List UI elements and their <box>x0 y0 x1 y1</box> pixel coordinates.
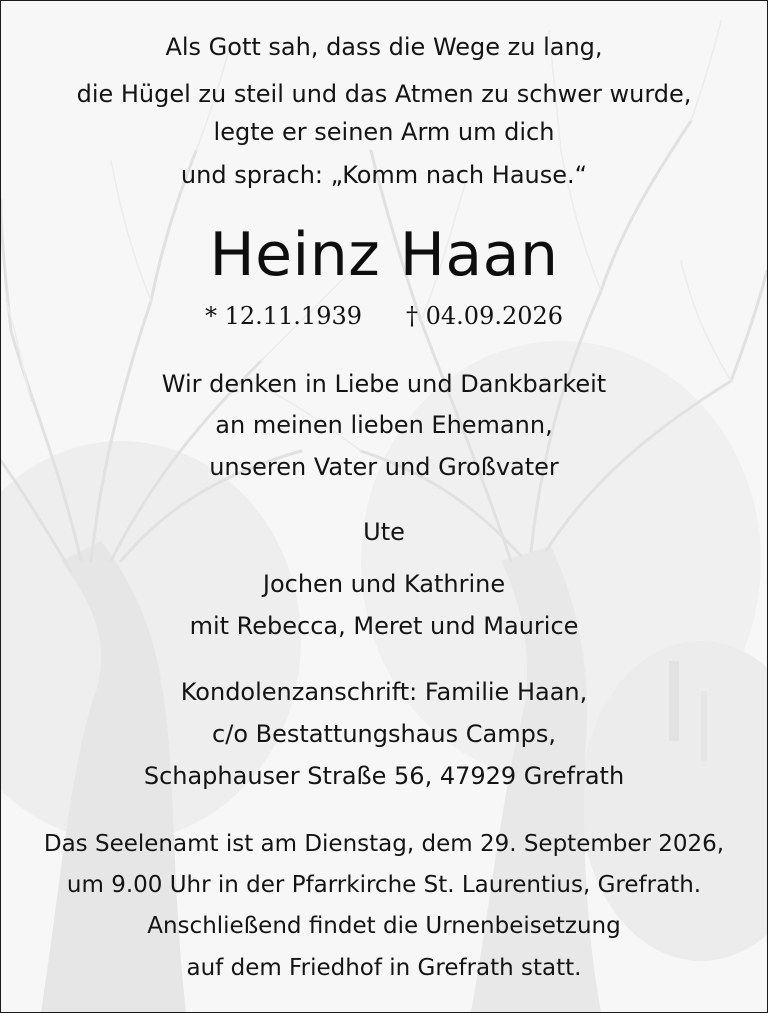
birth-date: * 12.11.1939 <box>204 302 362 330</box>
deceased-name: Heinz Haan <box>209 220 559 290</box>
mourner-line-2: Jochen und Kathrine <box>262 570 506 598</box>
service-line-4: auf dem Friedhof in Grefrath statt. <box>186 955 582 981</box>
life-dates <box>1 301 767 331</box>
poem-line-3: legte er seinen Arm um dich <box>213 118 555 146</box>
dedication-line-3: unseren Vater und Großvater <box>209 453 559 481</box>
dedication-line-2: an meinen lieben Ehemann, <box>215 411 553 439</box>
service-line-3: Anschließend findet die Urnenbeisetzung <box>147 913 621 939</box>
poem-line-2: die Hügel zu steil und das Atmen zu schwer wurde, <box>76 80 692 108</box>
mourner-line-1: Ute <box>363 518 405 546</box>
condolence-line-2: c/o Bestattungshaus Camps, <box>212 720 556 748</box>
death-date: † 04.09.2026 <box>406 302 564 330</box>
service-line-1: Das Seelenamt ist am Dienstag, dem 29. September 2026, <box>43 831 725 857</box>
obituary-content <box>1 1 767 1012</box>
poem-line-4: und sprach: „Komm nach Hause.“ <box>180 161 588 189</box>
condolence-line-1: Kondolenzanschrift: Familie Haan, <box>180 678 588 706</box>
poem-line-1: Als Gott sah, dass die Wege zu lang, <box>165 33 603 61</box>
dedication-line-1: Wir denken in Liebe und Dankbarkeit <box>161 370 607 398</box>
condolence-line-3: Schaphauser Straße 56, 47929 Grefrath <box>143 762 625 790</box>
service-line-2: um 9.00 Uhr in der Pfarrkirche St. Laurentius, Grefrath. <box>66 872 702 898</box>
mourner-line-3: mit Rebecca, Meret und Maurice <box>189 612 579 640</box>
